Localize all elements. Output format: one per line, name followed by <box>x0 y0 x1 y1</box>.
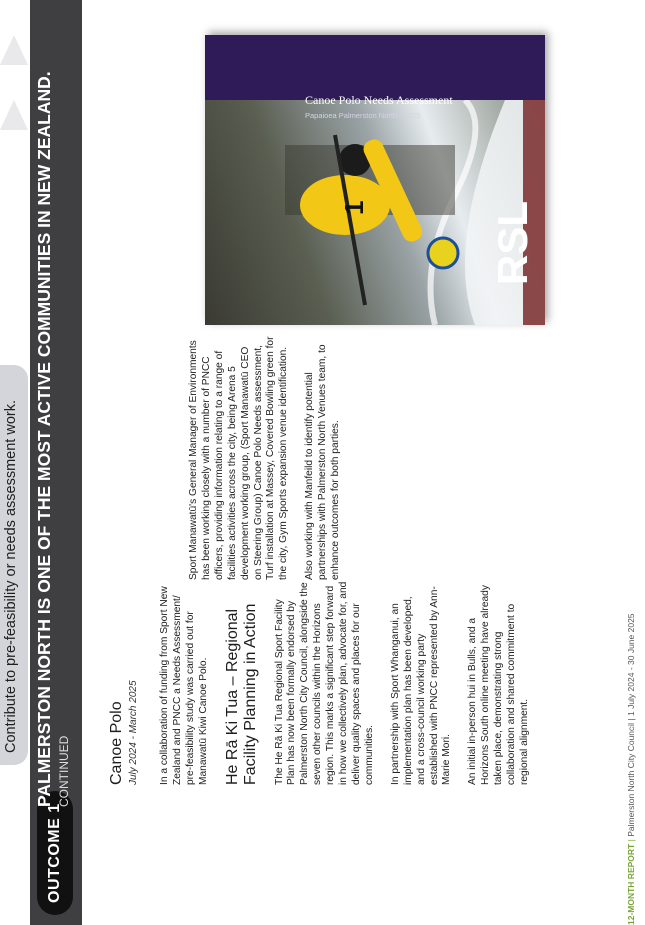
left-column <box>108 580 545 785</box>
page-title: PALMERSTON NORTH IS ONE OF THE MOST ACTIVE COMMUNITIES IN NEW ZEALAND. <box>34 71 54 807</box>
paragraph: Sport Manawatū's General Manager of Environments has been working closely with a number of PNCC officers, providing information relating to a range of facilities activities across the city, being Arena 5 development working group, (Sport Manawatū CEO on Steering Group) Canoe Polo Needs assessment, Turf installation at Massey, Covered Bowling green for the city, Gym Sports expansion venue identification. <box>188 336 290 580</box>
decorative-chevron <box>0 100 28 130</box>
date-range: July 2024 - March 2025 <box>128 680 139 785</box>
cover-title-block <box>305 93 453 120</box>
paragraph: Also working with Manfeild to identify potential partnerships with Palmerston North Venues team, to enhance outcomes for both parties. <box>304 344 342 580</box>
section-heading-regional-facility: He Rā Ki Tua – Regional Facility Planning in Action <box>223 603 259 785</box>
outcome-badge: OUTCOME 1 <box>37 791 73 915</box>
cover-subtitle: Papaioea Palmerston North - 2025 <box>305 111 421 120</box>
rsl-logo: RSL <box>489 201 536 285</box>
header-band <box>30 0 82 925</box>
report-cover-image <box>205 35 545 325</box>
paragraph: In a collaboration of funding from Sport New Zealand and PNCC a Needs Assessment/ pre-feasibility study was carried out for Manawatū Kiwi Canoe Polo. <box>158 586 209 785</box>
context-tab-text: Contribute to pre-feasibility or needs assessment work. <box>3 400 19 753</box>
footer-separator: | <box>626 839 636 842</box>
section-heading-canoe-polo: Canoe Polo <box>108 701 125 785</box>
cover-title: Canoe Polo Needs Assessment <box>305 93 453 107</box>
paragraph: An initial in-person hui in Bulls, and a Horizons South online meeting have already taken place, demonstrating strong collaboration and shared commitment to regional alignment. <box>467 585 530 785</box>
page-subtitle: CONTINUED <box>57 735 71 807</box>
middle-column <box>188 335 356 580</box>
canoe-polo-illustration <box>205 100 545 325</box>
canoe-polo-photo <box>205 100 545 325</box>
decorative-chevron <box>0 35 28 65</box>
paragraph: In partnership with Sport Whanganui, an implementation plan has been developed, and a cross-council working party established with PNCC represented by Ann- Marie Mori. <box>389 586 453 785</box>
footer <box>626 0 636 925</box>
footer-text: Palmerston North City Council | 1 July 2024 - 30 June 2025 <box>626 613 636 837</box>
footer-report-label: 12-MONTH REPORT <box>626 843 636 925</box>
paragraph: The He Rā Ki Tua Regional Sport Facility Plan has now been formally endorsed by Palmerston North City Council, alongside the seven other councils within the Horizons region. This marks a significant step forward in how we collectively plan, advocate for, and deliver quality spaces and places for our communities. <box>273 581 375 785</box>
player-number: 1 <box>339 200 369 215</box>
